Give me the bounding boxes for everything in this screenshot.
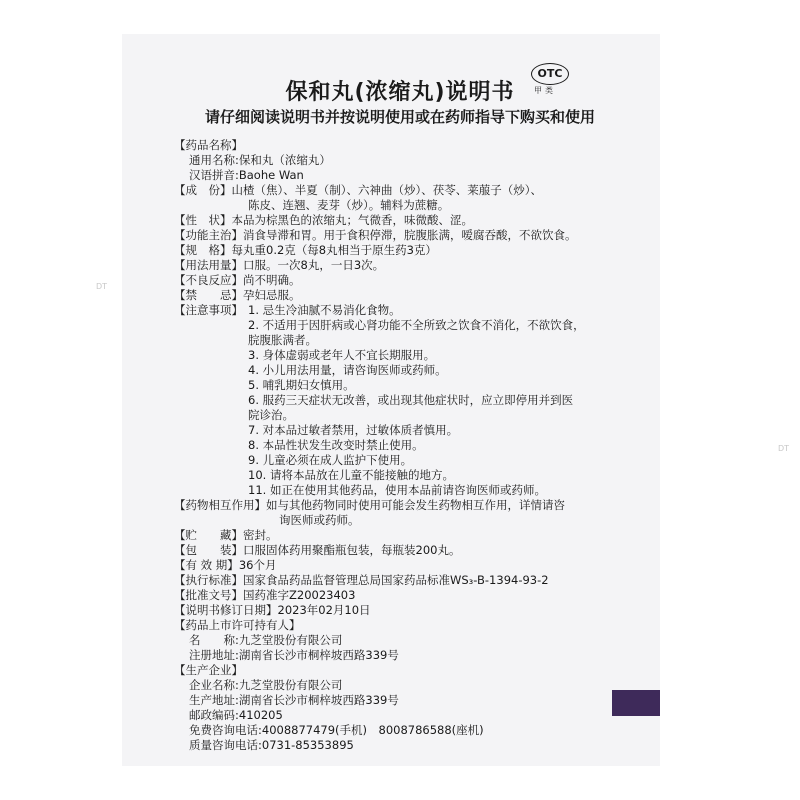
otc-badge: OTC (531, 63, 569, 85)
spec-row (174, 243, 437, 258)
function: 消食导滞和胃。用于食积停滞，脘腹胀满，嗳腐吞酸，不欲饮食。 (243, 228, 577, 242)
taboo-row (174, 288, 301, 303)
color-tab (612, 690, 660, 716)
note-10: 10. 请将本品放在儿童不能接触的地方。 (248, 468, 454, 482)
package: 口服固体药用聚酯瓶包装，每瓶装200丸。 (243, 543, 461, 557)
ingredients-label: 【成 份】 (174, 183, 232, 197)
validity: 36个月 (238, 558, 277, 572)
note-8: 8. 本品性状发生改变时禁止使用。 (248, 438, 424, 452)
note-5: 5. 哺乳期妇女慎用。 (248, 378, 355, 392)
interaction-label: 【药物相互作用】 (174, 498, 266, 512)
mah-name: 九芝堂股份有限公司 (238, 633, 343, 647)
note-4: 4. 小儿用法用量，请咨询医师或药师。 (248, 363, 447, 377)
spec-label: 【规 格】 (174, 243, 232, 257)
mah-address-row (189, 648, 399, 663)
hotline: 4008877479(手机) 8008786588(座机) (261, 723, 484, 737)
note-2-cont: 脘腹胀满者。 (248, 333, 317, 347)
ingredients-2: 陈皮、连翘、麦芽（炒）。辅料为蔗糖。 (248, 198, 450, 212)
revision: 2023年02月10日 (277, 603, 371, 617)
quality-label: 质量咨询电话: (189, 738, 262, 752)
ingredients-row (174, 183, 542, 198)
validity-row (174, 558, 276, 573)
quality-row (189, 738, 354, 753)
notes-label: 【注意事项】 (174, 303, 243, 317)
generic-name-label: 通用名称: (189, 153, 239, 167)
mah-name-label: 名 称: (189, 633, 239, 647)
revision-label: 【说明书修订日期】 (174, 603, 278, 617)
mah-name-row (189, 633, 342, 648)
mah-address-label: 注册地址: (189, 648, 239, 662)
notes-row (174, 303, 243, 318)
generic-name: 保和丸（浓缩丸） (238, 153, 331, 167)
document-subtitle: 请仔细阅读说明书并按说明使用或在药师指导下购买和使用 (204, 108, 595, 126)
interaction-1: 如与其他药物同时使用可能会发生药物相互作用，详情请咨 (266, 498, 565, 512)
hotline-label: 免费咨询电话: (189, 723, 262, 737)
zip-row (189, 708, 283, 723)
taboo: 孕妇忌服。 (243, 288, 301, 302)
usage: 口服。一次8丸，一日3次。 (243, 258, 385, 272)
document-title: 保和丸(浓缩丸)说明书 (285, 80, 515, 105)
approval-label: 【批准文号】 (174, 588, 243, 602)
character-row (174, 213, 473, 228)
ingredients-1: 山楂（焦）、半夏（制）、六神曲（炒）、茯苓、莱菔子（炒）、 (231, 183, 542, 197)
function-row (174, 228, 577, 243)
character-label: 【性 状】 (174, 213, 232, 227)
otc-category: 甲类 (534, 86, 556, 95)
mah-header: 【药品上市许可持有人】 (174, 618, 301, 632)
mfr-name-label: 企业名称: (189, 678, 239, 692)
approval: 国药准字Z20023403 (243, 588, 356, 602)
approval-row (174, 588, 355, 603)
storage: 密封。 (243, 528, 278, 542)
hotline-row (189, 723, 484, 738)
zip-label: 邮政编码: (189, 708, 239, 722)
note-6: 6. 服药三天症状无改善，或出现其他症状时，应立即停用并到医 (248, 393, 574, 407)
pinyin-label: 汉语拼音: (189, 168, 239, 182)
usage-row (174, 258, 384, 273)
revision-row (174, 603, 371, 618)
standard: 国家食品药品监督管理总局国家药品标准WS₃-B-1394-93-2 (243, 573, 549, 587)
note-3: 3. 身体虚弱或老年人不宜长期服用。 (248, 348, 436, 362)
adverse-row (174, 273, 301, 288)
adverse-label: 【不良反应】 (174, 273, 243, 287)
mfr-address-row (189, 693, 399, 708)
note-9: 9. 儿童必须在成人监护下使用。 (248, 453, 413, 467)
note-7: 7. 对本品过敏者禁用，过敏体质者慎用。 (248, 423, 459, 437)
generic-name-row (189, 153, 331, 168)
spec: 每丸重0.2克（每8丸相当于原生药3克） (231, 243, 437, 257)
package-label: 【包 装】 (174, 543, 243, 557)
note-2: 2. 不适用于因肝病或心肾功能不全所致之饮食不消化，不欲饮食， (248, 318, 585, 332)
quality: 0731-85353895 (261, 738, 354, 752)
validity-label: 【有 效 期】 (174, 558, 239, 572)
standard-row (174, 573, 549, 588)
pinyin-row (189, 168, 304, 183)
interaction-row (174, 498, 565, 513)
function-label: 【功能主治】 (174, 228, 243, 242)
character: 本品为棕黑色的浓缩丸；气微香，味微酸、涩。 (231, 213, 473, 227)
mfr-address: 湖南省长沙市桐梓坡西路339号 (238, 693, 399, 707)
mfr-name-row (189, 678, 342, 693)
pinyin: Baohe Wan (238, 168, 304, 182)
watermark-left: DT (96, 282, 108, 291)
drug-name-header: 【药品名称】 (174, 138, 243, 152)
standard-label: 【执行标准】 (174, 573, 243, 587)
mah-address: 湖南省长沙市桐梓坡西路339号 (238, 648, 399, 662)
usage-label: 【用法用量】 (174, 258, 243, 272)
manufacturer-header: 【生产企业】 (174, 663, 243, 677)
mfr-name: 九芝堂股份有限公司 (238, 678, 343, 692)
watermark-right: DT (778, 444, 790, 453)
taboo-label: 【禁 忌】 (174, 288, 243, 302)
package-row (174, 543, 460, 558)
interaction-2: 询医师或药师。 (279, 513, 360, 527)
note-11: 11. 如正在使用其他药品，使用本品前请咨询医师或药师。 (248, 483, 546, 497)
note-1: 1. 忌生冷油腻不易消化食物。 (248, 303, 401, 317)
zip: 410205 (238, 708, 283, 722)
storage-label: 【贮 藏】 (174, 528, 243, 542)
note-6-cont: 院诊治。 (248, 408, 294, 422)
storage-row (174, 528, 278, 543)
adverse: 尚不明确。 (243, 273, 301, 287)
mfr-address-label: 生产地址: (189, 693, 239, 707)
